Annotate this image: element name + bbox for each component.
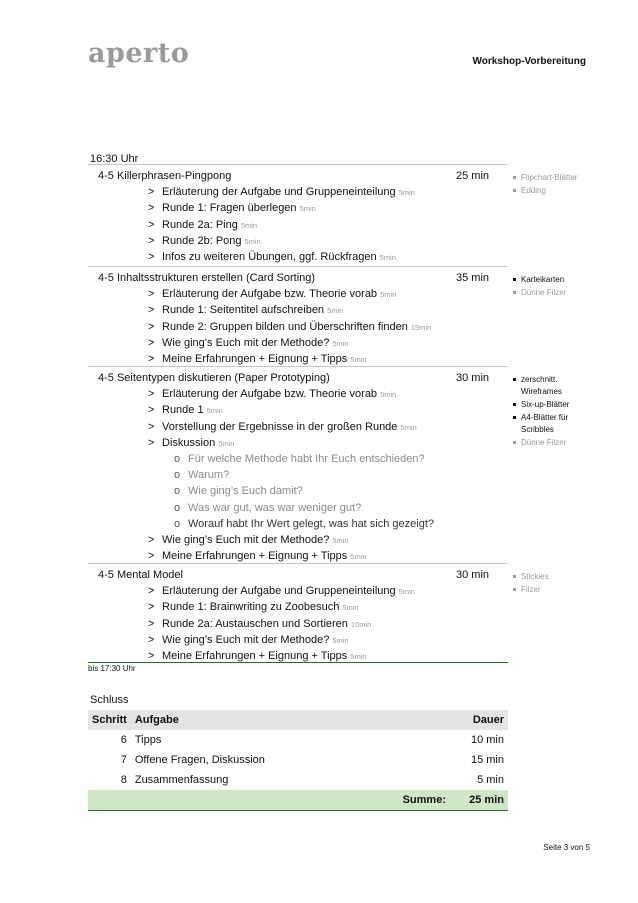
- material-item: Dünne Filzer: [512, 437, 584, 449]
- col-task-header: Aufgabe: [131, 710, 450, 730]
- block-duration: 30 min: [456, 372, 490, 384]
- step-minutes: 5min: [206, 406, 223, 416]
- block-duration: 30 min: [456, 569, 490, 581]
- sub-question: [174, 502, 361, 514]
- step-text: Runde 1: Fragen überlegen: [162, 202, 297, 215]
- step-minutes: 5min: [240, 220, 258, 230]
- step-text: Erläuterung der Aufgabe und Gruppeneinteilung: [162, 186, 396, 199]
- step-item: [148, 534, 349, 546]
- step-marker: >: [148, 218, 155, 231]
- step-item: [148, 337, 349, 349]
- materials-list: [512, 172, 584, 198]
- bullet-o: o: [174, 469, 181, 482]
- sum-row: [88, 790, 508, 811]
- step-item: [148, 404, 223, 416]
- row-task: Zusammenfassung: [134, 774, 229, 786]
- row-duration: 5 min: [477, 774, 504, 786]
- divider: [88, 662, 508, 663]
- step-minutes: 5min: [299, 204, 316, 214]
- step-item: [148, 304, 343, 316]
- sub-text: Was war gut, was war weniger gut?: [188, 501, 362, 514]
- step-minutes: 5min: [350, 652, 367, 661]
- step-text: Runde 2: Gruppen bilden und Überschriften finden: [162, 320, 408, 333]
- step-marker: >: [148, 320, 155, 333]
- sub-question: [174, 453, 425, 465]
- table-row: [88, 750, 508, 770]
- step-text: Erläuterung der Aufgabe bzw. Theorie vorab: [162, 388, 378, 401]
- page-number: Seite 3 von 5: [543, 843, 590, 852]
- step-marker: >: [148, 336, 155, 349]
- divider: [88, 164, 508, 165]
- step-item: [148, 288, 396, 300]
- row-num: 7: [120, 754, 127, 766]
- sub-text: Warum?: [188, 469, 230, 482]
- schluss-table: [88, 710, 508, 811]
- sub-text: Worauf habt Ihr Wert gelegt, was hat sich gezeigt?: [188, 517, 435, 530]
- col-duration-header: Dauer: [450, 710, 508, 730]
- step-item: [148, 388, 396, 400]
- step-minutes: 5min: [332, 635, 349, 645]
- materials-list: [512, 274, 584, 300]
- step-text: Wie ging’s Euch mit der Methode?: [162, 534, 330, 546]
- step-marker: >: [148, 650, 155, 662]
- row-num: 6: [120, 734, 127, 746]
- end-time: bis 17:30 Uhr: [88, 664, 136, 673]
- bullet-o: o: [174, 517, 181, 530]
- step-minutes: 5min: [342, 603, 359, 613]
- step-marker: >: [148, 550, 155, 563]
- step-minutes: 5min: [398, 587, 415, 597]
- step-item: [148, 353, 367, 365]
- block-duration: 35 min: [456, 272, 490, 284]
- step-marker: >: [148, 601, 155, 614]
- step-item: [148, 618, 371, 630]
- sub-question: [174, 485, 303, 497]
- step-text: Runde 2b: Pong: [162, 234, 242, 247]
- step-marker: >: [148, 436, 155, 449]
- document-title: Workshop-Vorbereitung: [472, 56, 586, 67]
- step-item: [148, 421, 417, 433]
- step-item: [148, 634, 349, 646]
- step-marker: >: [148, 617, 155, 630]
- step-marker: >: [148, 388, 155, 401]
- material-item: zerschnitt. Wireframes: [512, 374, 584, 398]
- aperto-logo: aperto: [88, 38, 190, 69]
- step-minutes: 10min: [350, 619, 372, 629]
- row-num: 8: [120, 774, 127, 786]
- block-title: 4-5 Seitentypen diskutieren (Paper Prototyping): [98, 372, 330, 384]
- step-item: [148, 219, 257, 231]
- table-row: [88, 730, 508, 750]
- step-marker: >: [148, 251, 155, 263]
- step-text: Runde 1: [162, 404, 204, 417]
- step-text: Runde 1: Brainwriting zu Zoobesuch: [162, 601, 340, 614]
- col-step-header: Schritt: [88, 710, 131, 730]
- step-item: [148, 601, 359, 613]
- row-task: Tipps: [134, 734, 162, 746]
- step-item: [148, 251, 396, 263]
- sub-text: Für welche Methode habt Ihr Euch entschieden?: [188, 453, 425, 465]
- step-marker: >: [148, 304, 155, 317]
- step-text: Runde 2a: Austauschen und Sortieren: [162, 617, 348, 630]
- step-minutes: 5min: [244, 236, 261, 246]
- step-item: [148, 650, 367, 662]
- step-marker: >: [148, 234, 155, 247]
- step-marker: >: [148, 534, 155, 546]
- sum-label: Summe:: [131, 790, 450, 811]
- material-item: Dünne Filzer: [512, 287, 584, 299]
- material-item: Karteikarten: [512, 274, 584, 286]
- step-marker: >: [148, 288, 155, 301]
- step-minutes: 5min: [350, 552, 367, 562]
- step-text: Wie ging’s Euch mit der Methode?: [162, 336, 330, 349]
- step-marker: >: [148, 404, 155, 417]
- sub-question: [174, 518, 434, 530]
- material-item: Stickies: [512, 571, 584, 583]
- step-text: Meine Erfahrungen + Eignung + Tipps: [162, 550, 348, 563]
- step-marker: >: [148, 420, 155, 433]
- step-item: [148, 186, 415, 198]
- step-marker: >: [148, 585, 155, 598]
- step-item: [148, 437, 234, 449]
- sub-text: Wie ging’s Euch damit?: [188, 485, 303, 498]
- step-marker: >: [148, 202, 155, 215]
- table-header-row: [88, 710, 508, 730]
- start-time: 16:30 Uhr: [90, 153, 139, 165]
- step-minutes: 5min: [350, 355, 367, 364]
- divider: [88, 366, 508, 367]
- step-minutes: 5min: [398, 188, 415, 198]
- step-text: Vorstellung der Ergebnisse in der großen Runde: [162, 420, 398, 433]
- material-item: A4-Blätter für Scribbles: [512, 412, 584, 436]
- step-item: [148, 550, 367, 562]
- material-item: Filzer: [512, 584, 584, 596]
- step-item: [148, 202, 316, 214]
- step-item: [148, 235, 261, 247]
- step-text: Meine Erfahrungen + Eignung + Tipps: [162, 353, 348, 365]
- block-duration: 25 min: [456, 170, 490, 182]
- sum-spacer: [88, 790, 131, 811]
- materials-list: [512, 374, 584, 450]
- step-text: Erläuterung der Aufgabe bzw. Theorie vorab: [162, 288, 378, 301]
- step-minutes: 5min: [400, 422, 417, 432]
- block-title: 4-5 Inhaltsstrukturen erstellen (Card Sorting): [98, 272, 316, 284]
- block-title: 4-5 Mental Model: [98, 569, 183, 581]
- step-marker: >: [148, 633, 155, 646]
- material-item: Edding: [512, 185, 584, 197]
- step-text: Infos zu weiteren Übungen, ggf. Rückfragen: [162, 251, 377, 263]
- bullet-o: o: [174, 501, 181, 514]
- row-task: Offene Fragen, Diskussion: [134, 754, 265, 766]
- materials-list: [512, 571, 584, 597]
- step-minutes: 5min: [327, 306, 344, 316]
- divider: [88, 563, 508, 564]
- step-marker: >: [148, 353, 155, 365]
- bullet-o: o: [174, 453, 181, 465]
- step-text: Meine Erfahrungen + Eignung + Tipps: [162, 650, 348, 662]
- step-minutes: 5min: [380, 290, 397, 300]
- step-minutes: 5min: [379, 253, 396, 262]
- step-minutes: 5min: [332, 338, 349, 348]
- step-minutes: 5min: [332, 536, 349, 545]
- section-heading-schluss: Schluss: [90, 694, 129, 706]
- step-minutes: 5min: [218, 438, 235, 448]
- step-item: [148, 321, 431, 333]
- material-item: Flipchart-Blätter: [512, 172, 584, 184]
- material-item: Six-up-Blätter: [512, 399, 584, 411]
- step-text: Diskussion: [162, 436, 216, 449]
- step-text: Wie ging’s Euch mit der Methode?: [162, 633, 330, 646]
- bullet-o: o: [174, 485, 181, 498]
- step-text: Runde 1: Seitentitel aufschreiben: [162, 304, 325, 317]
- step-minutes: 5min: [380, 390, 397, 400]
- block-title: 4-5 Killerphrasen-Pingpong: [98, 170, 232, 182]
- step-text: Runde 2a: Ping: [162, 218, 238, 231]
- step-text: Erläuterung der Aufgabe und Gruppeneinteilung: [162, 585, 396, 598]
- sum-value: 25 min: [450, 790, 508, 811]
- divider: [88, 266, 508, 267]
- step-item: [148, 585, 415, 597]
- table-row: [88, 770, 508, 790]
- step-marker: >: [148, 186, 155, 199]
- row-duration: 15 min: [470, 754, 504, 766]
- sub-question: [174, 469, 229, 481]
- step-minutes: 15min: [410, 322, 432, 332]
- row-duration: 10 min: [470, 734, 504, 746]
